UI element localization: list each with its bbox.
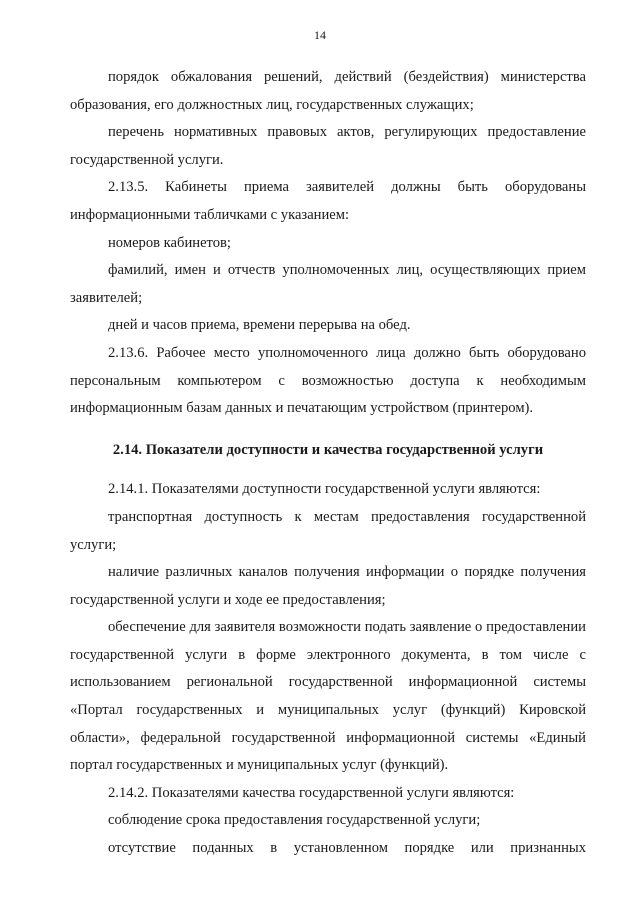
paragraph: 2.13.6. Рабочее место уполномоченного лица должно быть оборудовано персональным компьютером с возможностью доступа к необходимым информационным базам данных и печатающим устройством (принтером).: [70, 344, 586, 417]
list-item: обеспечение для заявителя возможности подать заявление о предоставлении государственной услуги в форме электронного документа, в том числе с использованием региональной государственной информационной системы «Портал государственных и муниципальных услуг (функций) Кировской области», федеральной государственной информационной системы «Единый портал государственных и муниципальных услуг (функций).: [70, 619, 586, 774]
list-item: наличие различных каналов получения информации о порядке получения государственной услуги и ходе ее предоставления;: [70, 564, 586, 608]
section-heading: 2.14. Показатели доступности и качества государственной услуги: [112, 441, 544, 458]
list-item: транспортная доступность к местам предоставления государственной услуги;: [70, 508, 586, 553]
list-item: фамилий, имен и отчеств уполномоченных лиц, осуществляющих прием заявителей;: [70, 262, 586, 306]
paragraph: порядок обжалования решений, действий (бездействия) министерства образования, его должностных лиц, государственных служащих;: [70, 69, 586, 113]
page-number: 14: [314, 28, 326, 42]
document-body: [70, 64, 586, 863]
list-item: соблюдение срока предоставления государственной услуги;: [108, 812, 481, 829]
paragraph: 2.13.5. Кабинеты приема заявителей должны быть оборудованы информационными табличками с указанием:: [70, 179, 586, 223]
list-item: дней и часов приема, времени перерыва на обед.: [108, 317, 411, 334]
list-item: номеров кабинетов;: [108, 234, 231, 251]
list-item: отсутствие поданных в установленном порядке или признанных: [108, 840, 586, 857]
paragraph: 2.14.1. Показателями доступности государственной услуги являются:: [108, 481, 541, 498]
paragraph: перечень нормативных правовых актов, регулирующих предоставление государственной услуги.: [70, 124, 586, 168]
paragraph: 2.14.2. Показателями качества государственной услуги являются:: [108, 784, 515, 801]
